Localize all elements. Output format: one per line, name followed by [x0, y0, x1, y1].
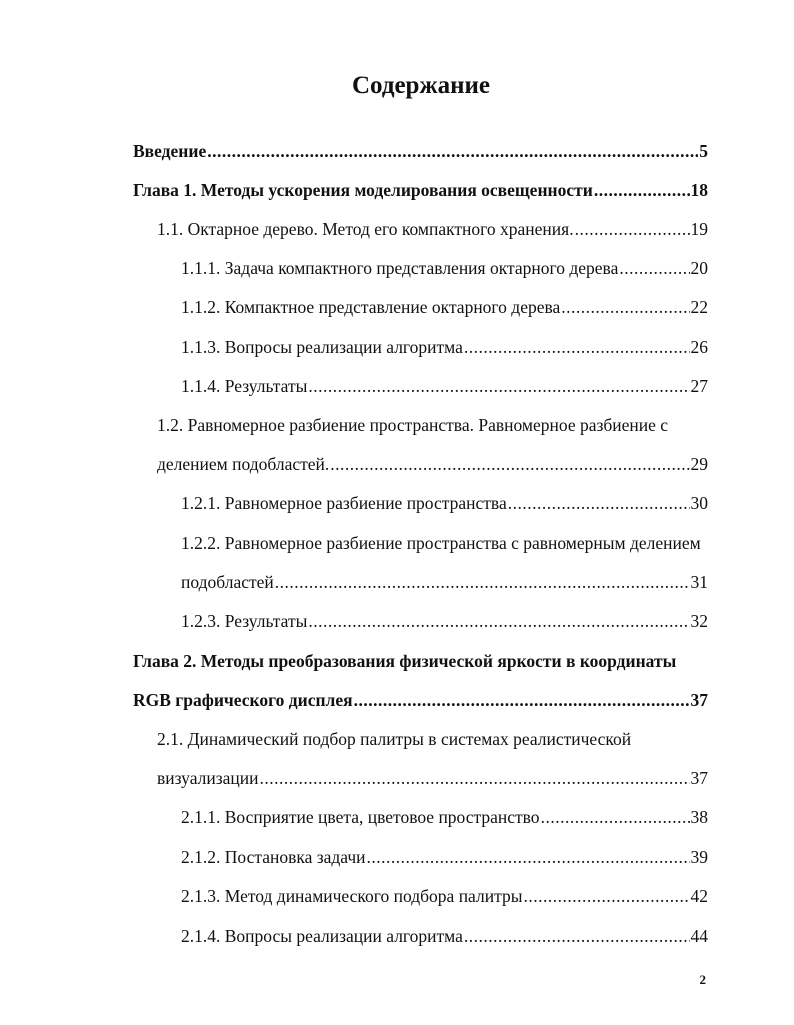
toc-entry-chapter-2	[133, 689, 708, 711]
toc-entry-section-2-1-line1: 2.1. Динамический подбор палитры в системах реалистической	[157, 729, 632, 749]
toc-entry-page: 27	[690, 376, 708, 396]
dot-leader	[354, 689, 690, 711]
toc-entry-page: 22	[690, 297, 708, 317]
toc-entry-section-1-2-3	[181, 610, 708, 632]
toc-entry-label: 1.1. Октарное дерево. Метод его компактного хранения.	[157, 219, 574, 239]
toc-entry-label: 1.1.1. Задача компактного представления октарного дерева	[181, 258, 619, 278]
toc-entry-page: 32	[690, 611, 708, 631]
dot-leader	[207, 140, 698, 162]
toc-entry-page: 5	[699, 141, 708, 161]
toc-entry-page: 19	[690, 219, 708, 239]
page-number: 2	[699, 972, 706, 987]
toc-entry-page: 18	[690, 180, 708, 200]
toc-entry-page: 26	[690, 337, 708, 357]
dot-leader	[523, 885, 689, 907]
toc-entry-section-1-2-1	[181, 492, 708, 514]
toc-entry-section-1-2-line1: 1.2. Равномерное разбиение пространства. Равномерное разбиение с	[157, 415, 669, 435]
dot-leader	[575, 218, 690, 240]
toc-entry-label: 2.1.2. Постановка задачи	[181, 847, 366, 867]
toc-entry-section-1-1-2	[181, 296, 708, 318]
toc-entry-introduction	[133, 140, 708, 162]
toc-entry-label: 1.2.3. Результаты	[181, 611, 308, 631]
toc-entry-chapter-1	[133, 179, 708, 201]
toc-entry-section-2-1-4	[181, 925, 708, 947]
toc-entry-section-1-2-2	[181, 571, 708, 593]
toc-entry-page: 29	[690, 454, 708, 474]
dot-leader	[464, 925, 690, 947]
toc-entry-chapter-2-line1: Глава 2. Методы преобразования физической яркости в координаты	[133, 651, 677, 671]
toc-entry-section-2-1-3	[181, 885, 708, 907]
toc-entry-section-1-1-4	[181, 375, 708, 397]
toc-entry-label: Глава 1. Методы ускорения моделирования освещенности	[133, 180, 593, 200]
toc-entry-section-2-1-1	[181, 806, 708, 828]
dot-leader	[330, 453, 689, 475]
toc-entry-page: 42	[690, 886, 708, 906]
toc-entry-label: 1.1.4. Результаты	[181, 376, 308, 396]
toc-entry-label: 2.1.1. Восприятие цвета, цветовое пространство	[181, 807, 540, 827]
toc-entry-section-2-1-2	[181, 846, 708, 868]
toc-entry-label: визуализации	[157, 768, 259, 788]
toc-entry-page: 20	[690, 258, 708, 278]
toc-entry-label: 2.1.4. Вопросы реализации алгоритма	[181, 926, 463, 946]
toc-entry-page: 37	[690, 768, 708, 788]
toc-entry-section-2-1	[157, 767, 708, 789]
toc-entry-section-1-2-2-line1: 1.2.2. Равномерное разбиение пространства с равномерным делением	[181, 533, 701, 553]
toc-entry-section-1-1-1	[181, 257, 708, 279]
dot-leader	[594, 179, 690, 201]
toc-entry-label: 1.2.1. Равномерное разбиение пространства	[181, 493, 507, 513]
toc-entry-section-1-1	[157, 218, 708, 240]
dot-leader	[308, 610, 689, 632]
dot-leader	[619, 257, 689, 279]
dot-leader	[508, 492, 690, 514]
dot-leader	[260, 767, 690, 789]
toc-entry-page: 31	[690, 572, 708, 592]
toc-entry-page: 30	[690, 493, 708, 513]
toc-entry-section-1-2	[157, 453, 708, 475]
dot-leader	[561, 296, 689, 318]
toc-entry-label: 1.1.3. Вопросы реализации алгоритма	[181, 337, 463, 357]
page-title: Содержание	[351, 72, 490, 99]
toc-entry-page: 39	[690, 847, 708, 867]
toc-entry-label: 2.1.3. Метод динамического подбора палитры	[181, 886, 523, 906]
dot-leader	[308, 375, 689, 397]
toc-entry-label: подобластей	[181, 572, 274, 592]
dot-leader	[541, 806, 690, 828]
toc-entry-page: 38	[690, 807, 708, 827]
toc-entry-label: Введение	[133, 141, 207, 161]
toc-entry-page: 44	[690, 926, 708, 946]
toc-entry-section-1-1-3	[181, 336, 708, 358]
toc-entry-label: 1.1.2. Компактное представление октарного дерева	[181, 297, 561, 317]
toc-entry-page: 37	[690, 690, 708, 710]
toc-entry-label: делением подобластей.	[157, 454, 330, 474]
dot-leader	[464, 336, 690, 358]
dot-leader	[367, 846, 690, 868]
toc-entry-label: RGB графического дисплея	[133, 690, 353, 710]
dot-leader	[275, 571, 690, 593]
